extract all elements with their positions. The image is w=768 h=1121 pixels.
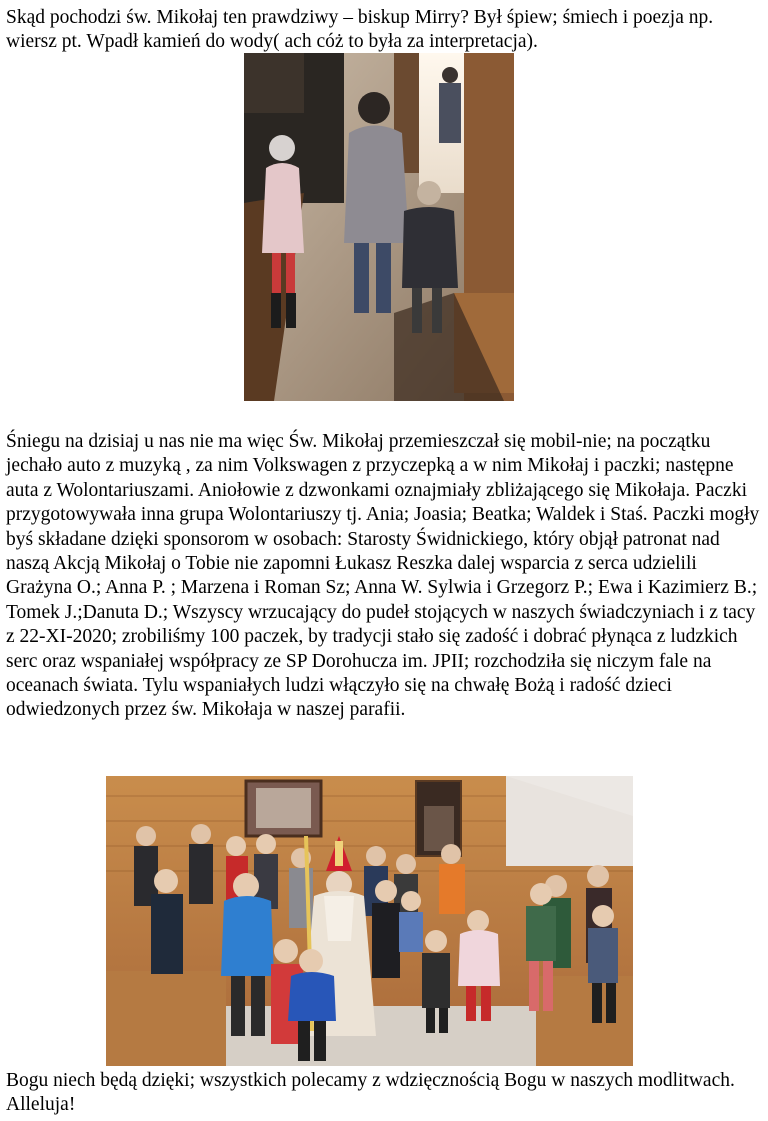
closing-paragraph: Bogu niech będą dzięki; wszystkich polecamy z wdzięcznością Bogu w naszych modlitwach. Alleluja! <box>6 1070 735 1116</box>
photo-group-with-saint-nicholas <box>106 776 633 1066</box>
middle-paragraph: Śniegu na dzisiaj u nas nie ma więc Św. Mikołaj przemieszczał się mobil-nie; na początku jechało auto z muzyką , za nim Volkswagen z przyczepką a w nim Mikołaj i paczki; następne auta z Wolontariuszami. Aniołowie z dzwonkami oznajmiały zbliżającego się Mikołaja. Paczki przygotowywała inna grupa Wolontariuszy tj. Ania; Joasia; Beatka; Waldek i Staś. Paczki mogły byś składane dzięki sponsorom w osobach: Starosty Świdnickiego, który objął patronat nad naszą Akcją Mikołaj o Tobie nie zapomni Łukasz Reszka dalej wsparcia z serca udzielili Grażyna O.; Anna P. ; Marzena i Roman Sz; Anna W. Sylwia i Grzegorz P.; Ewa i Kazimierz B.; Tomek J.;Danuta D.; Wszyscy wrzucający do pudeł stojących w naszych świadczyniach i z tacy z 22-XI-2020; zrobiliśmy 100 paczek, by tradycji stało się zadość i dobrać płynąca z ludzkich serc oraz wspaniałej współpracy ze SP Dorohucza im. JPII; rozchodziła się niczym fale na oceanach świata. Tylu wspaniałych ludzi włączyło się na chwałę Bożą i radość dzieci odwiedzonych przez św. Mikołaja w naszej parafii. <box>6 431 760 721</box>
intro-paragraph: Skąd pochodzi św. Mikołaj ten prawdziwy – biskup Mirry? Był śpiew; śmiech i poezja np. wiersz pt. Wpadł kamień do wody( ach cóż to była za interpretacja). <box>6 7 714 53</box>
photo-children-walking-in-church <box>244 53 514 401</box>
